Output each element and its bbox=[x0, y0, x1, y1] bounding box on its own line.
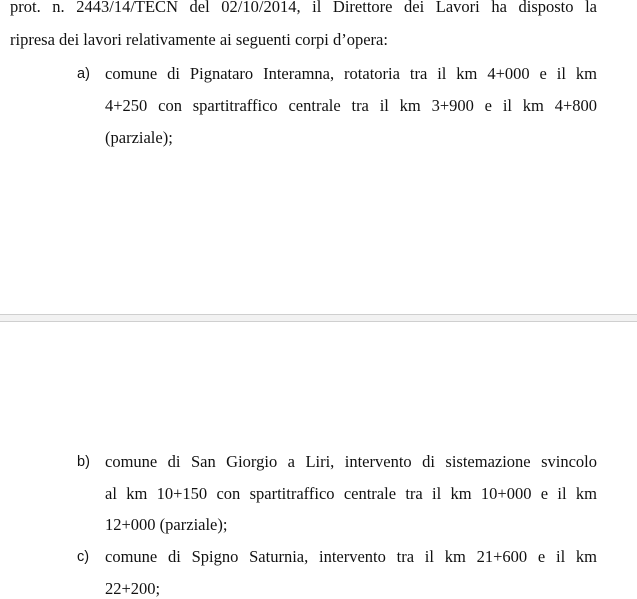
intro-line-2: ripresa dei lavori relativamente ai seguenti corpi d’opera: bbox=[10, 30, 388, 49]
intro-line-1: prot. n. 2443/14/TECN del 02/10/2014, il Direttore dei Lavori ha disposto la bbox=[10, 0, 597, 16]
list-item-marker-b: b) bbox=[77, 454, 90, 470]
list-item-b-line-1: comune di San Giorgio a Liri, intervento di sistemazione svincolo bbox=[105, 452, 597, 471]
list-item-a-line-2: 4+250 con spartitraffico centrale tra il km 3+900 e il km 4+800 bbox=[105, 96, 597, 115]
page-break bbox=[0, 314, 637, 322]
list-item-b-line-2: al km 10+150 con spartitraffico centrale tra il km 10+000 e il km bbox=[105, 484, 597, 503]
list-item-marker-c: c) bbox=[77, 549, 90, 565]
list-item-c-line-1: comune di Spigno Saturnia, intervento tra il km 21+600 e il km bbox=[105, 547, 597, 566]
document-page-bottom bbox=[0, 322, 637, 598]
list-item-marker-a: a) bbox=[77, 66, 90, 82]
list-item-a-line-1: comune di Pignataro Interamna, rotatoria tra il km 4+000 e il km bbox=[105, 64, 597, 83]
list-item-a-line-3: (parziale); bbox=[105, 128, 173, 147]
list-item-c-line-2: 22+200; bbox=[105, 579, 161, 598]
list-item-b-line-3: 12+000 (parziale); bbox=[105, 515, 228, 534]
